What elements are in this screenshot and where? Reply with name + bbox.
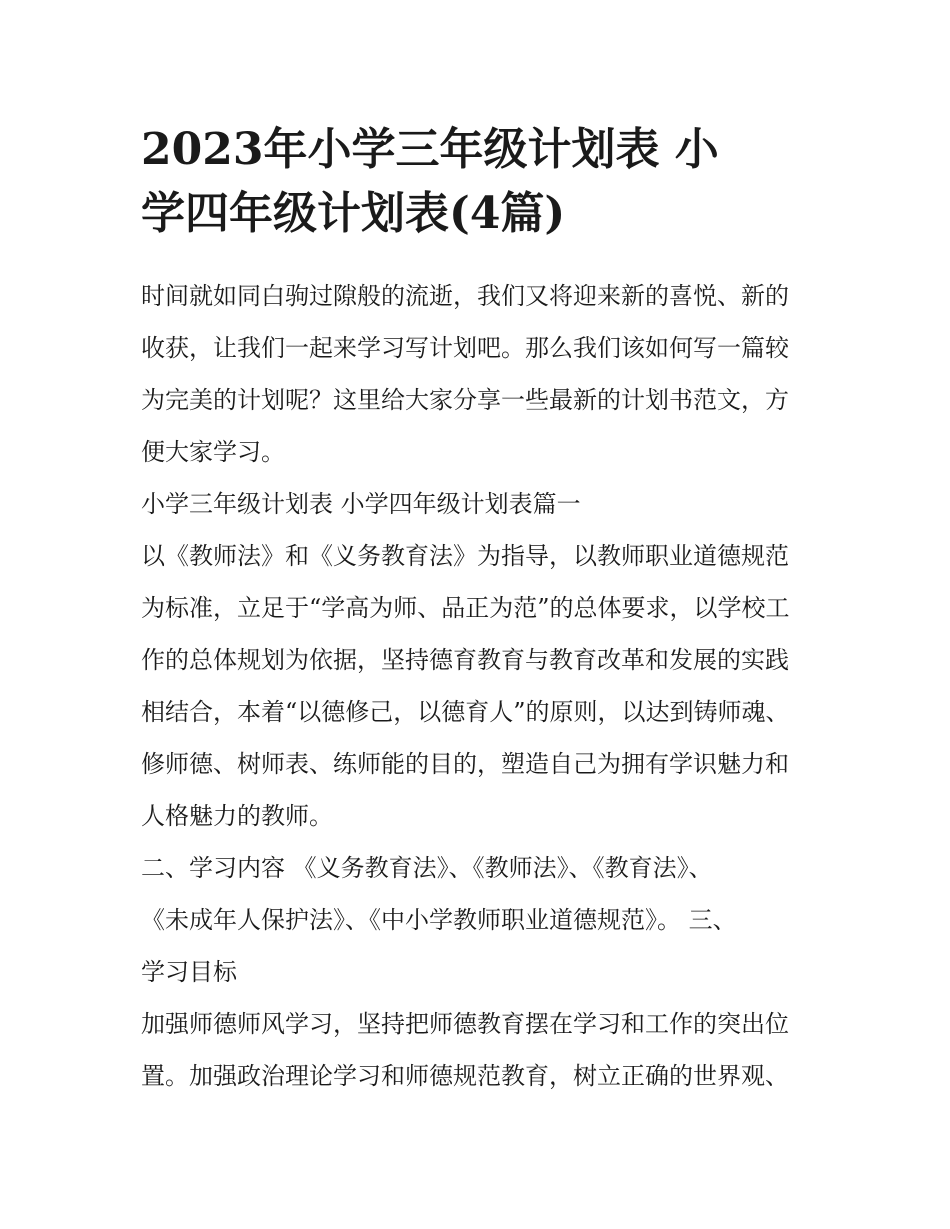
title-line-2: 学四年级计划表(4篇)	[141, 188, 566, 239]
text-line: 收获，让我们一起来学习写计划吧。那么我们该如何写一篇较	[141, 334, 789, 362]
text-line: 加强师德师风学习，坚持把师德教育摆在学习和工作的突出位	[141, 1010, 789, 1038]
text-line: 为完美的计划呢？这里给大家分享一些最新的计划书范文，方	[141, 386, 789, 414]
text-line: 相结合，本着“以德修己，以德育人”的原则，以达到铸师魂、	[141, 698, 790, 726]
text-line: 修师德、树师表、练师能的目的，塑造自己为拥有学识魅力和	[141, 750, 789, 778]
text-line: 置。加强政治理论学习和师德规范教育，树立正确的世界观、	[141, 1062, 789, 1090]
text-line: 学习目标	[141, 958, 237, 986]
text-line: 小学三年级计划表 小学四年级计划表篇一	[141, 490, 581, 518]
text-line: 时间就如同白驹过隙般的流逝，我们又将迎来新的喜悦、新的	[141, 282, 789, 310]
document-title	[141, 118, 813, 246]
text-line: 《未成年人保护法》、《中小学教师职业道德规范》。 三、	[141, 906, 737, 934]
document-body	[141, 270, 813, 1102]
text-line: 以《教师法》和《义务教育法》为指导，以教师职业道德规范	[141, 542, 789, 570]
text-line: 二、学习内容 《义务教育法》、《教师法》、《教育法》、	[141, 854, 713, 882]
guidance-paragraph	[141, 530, 813, 842]
text-line: 为标准，立足于“学高为师、品正为范”的总体要求，以学校工	[141, 594, 790, 622]
study-goals-paragraph	[141, 998, 813, 1102]
document-page	[141, 118, 813, 1102]
intro-paragraph	[141, 270, 813, 478]
text-line: 人格魅力的教师。	[141, 802, 333, 830]
title-line-1: 2023年小学三年级计划表 小	[141, 124, 719, 175]
text-line: 便大家学习。	[141, 438, 285, 466]
text-line: 作的总体规划为依据，坚持德育教育与教育改革和发展的实践	[141, 646, 789, 674]
section-heading-paragraph	[141, 478, 813, 530]
study-content-paragraph	[141, 842, 813, 998]
